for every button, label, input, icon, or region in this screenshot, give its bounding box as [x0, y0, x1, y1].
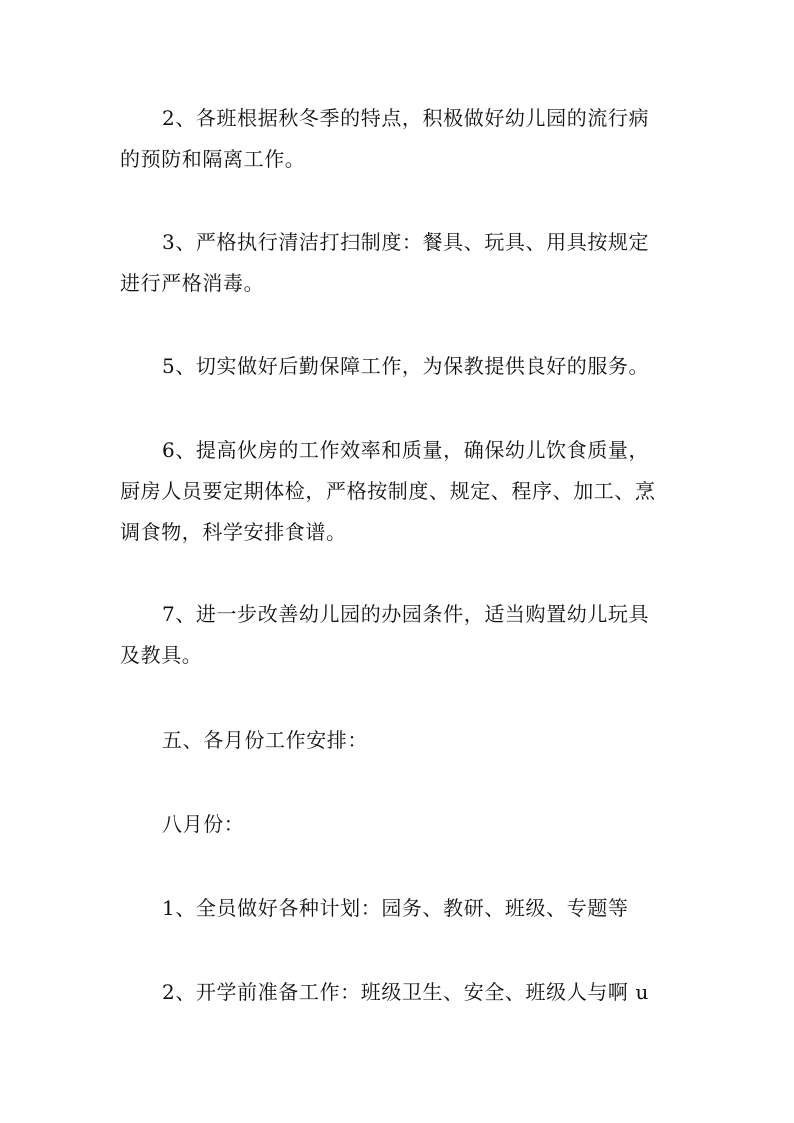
paragraph-line: 5、切实做好后勤保障工作，为保教提供良好的服务。: [162, 354, 650, 378]
heading-line: 五、各月份工作安排：: [162, 728, 368, 752]
paragraph-line: 调食物，科学安排食谱。: [120, 520, 347, 544]
paragraph-line: 厨房人员要定期体检，严格按制度、规定、程序、加工、烹: [120, 479, 656, 503]
paragraph-line: 1、全员做好各种计划：园务、教研、班级、专题等: [162, 896, 629, 920]
month-heading-august: [120, 804, 680, 845]
paragraph-item-7: [120, 594, 680, 676]
paragraph-line: 的预防和隔离工作。: [120, 147, 306, 171]
paragraph-line: 2、开学前准备工作：班级卫生、安全、班级人与啊 u: [162, 980, 649, 1004]
paragraph-item-2: [120, 98, 680, 180]
section-heading-monthly-plan: [120, 720, 680, 761]
paragraph-item-5: [120, 346, 680, 387]
paragraph-line: 进行严格消毒。: [120, 271, 265, 295]
paragraph-line: 2、各班根据秋冬季的特点，积极做好幼儿园的流行病: [162, 106, 650, 130]
paragraph-line: 7、进一步改善幼儿园的办园条件，适当购置幼儿玩具: [162, 602, 650, 626]
paragraph-line: 及教具。: [120, 643, 203, 667]
heading-line: 八月份：: [162, 812, 245, 836]
paragraph-line: 3、严格执行清洁打扫制度：餐具、玩具、用具按规定: [162, 230, 650, 254]
paragraph-item-3: [120, 222, 680, 304]
august-item-1: [120, 888, 680, 929]
paragraph-item-6: [120, 430, 680, 553]
paragraph-line: 6、提高伙房的工作效率和质量，确保幼儿饮食质量，: [162, 438, 650, 462]
august-item-2: [120, 972, 680, 1013]
